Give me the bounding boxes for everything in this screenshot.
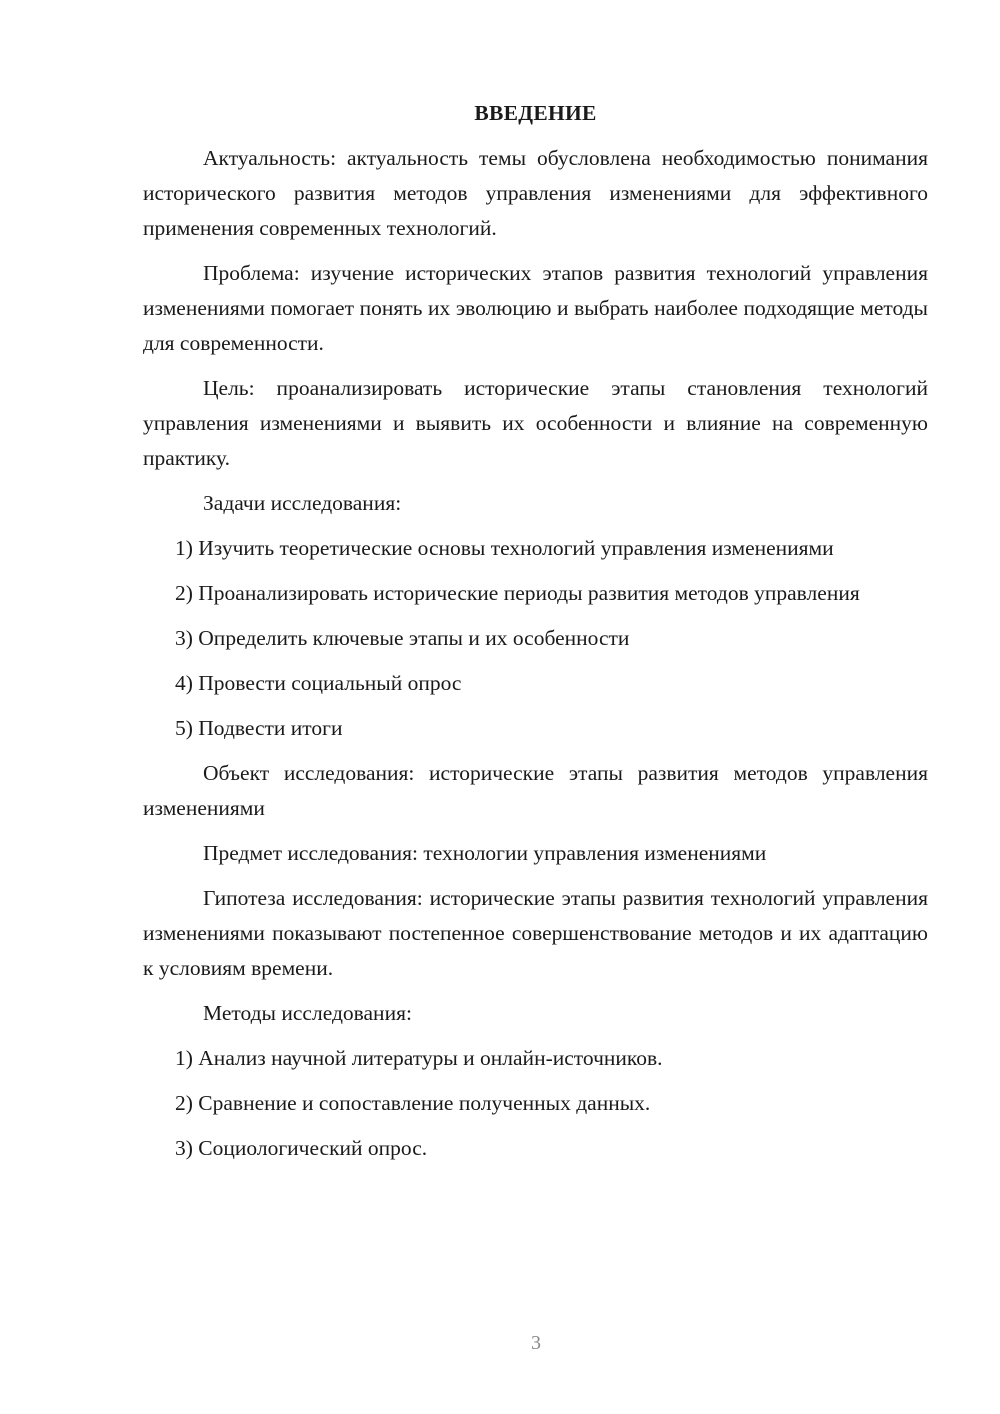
task-item-5: 5) Подвести итоги (175, 716, 343, 740)
task-item-2: 2) Проанализировать исторические периоды развития методов управления (175, 581, 860, 605)
methods-heading: Методы исследования: (203, 1001, 412, 1025)
method-item-1: 1) Анализ научной литературы и онлайн-источников. (175, 1046, 663, 1070)
object-paragraph: Объект исследования: исторические этапы развития методов управления изменениями (143, 761, 928, 820)
hypothesis-paragraph: Гипотеза исследования: исторические этапы развития технологий управления изменениями показывают постепенное совершенствование методов и их адаптацию к условиям времени. (143, 886, 928, 980)
tasks-heading: Задачи исследования: (203, 491, 402, 515)
task-item-1: 1) Изучить теоретические основы технологий управления изменениями (175, 536, 834, 560)
problem-paragraph: Проблема: изучение исторических этапов развития технологий управления изменениями помогает понять их эволюцию и выбрать наиболее подходящие методы для современности. (143, 261, 928, 355)
task-item-3: 3) Определить ключевые этапы и их особенности (175, 626, 630, 650)
page-content (143, 96, 928, 1176)
subject-paragraph: Предмет исследования: технологии управления изменениями (203, 841, 767, 865)
method-item-2: 2) Сравнение и сопоставление полученных данных. (175, 1091, 651, 1115)
relevance-paragraph: Актуальность: актуальность темы обусловлена необходимостью понимания исторического развития методов управления изменениями для эффективного применения современных технологий. (143, 146, 928, 240)
page-title: ВВЕДЕНИЕ (474, 101, 597, 125)
goal-paragraph: Цель: проанализировать исторические этапы становления технологий управления изменениями и выявить их особенности и влияние на современную практику. (143, 376, 928, 470)
method-item-3: 3) Социологический опрос. (175, 1136, 428, 1160)
task-item-4: 4) Провести социальный опрос (175, 671, 462, 695)
page-number: 3 (531, 1332, 541, 1354)
